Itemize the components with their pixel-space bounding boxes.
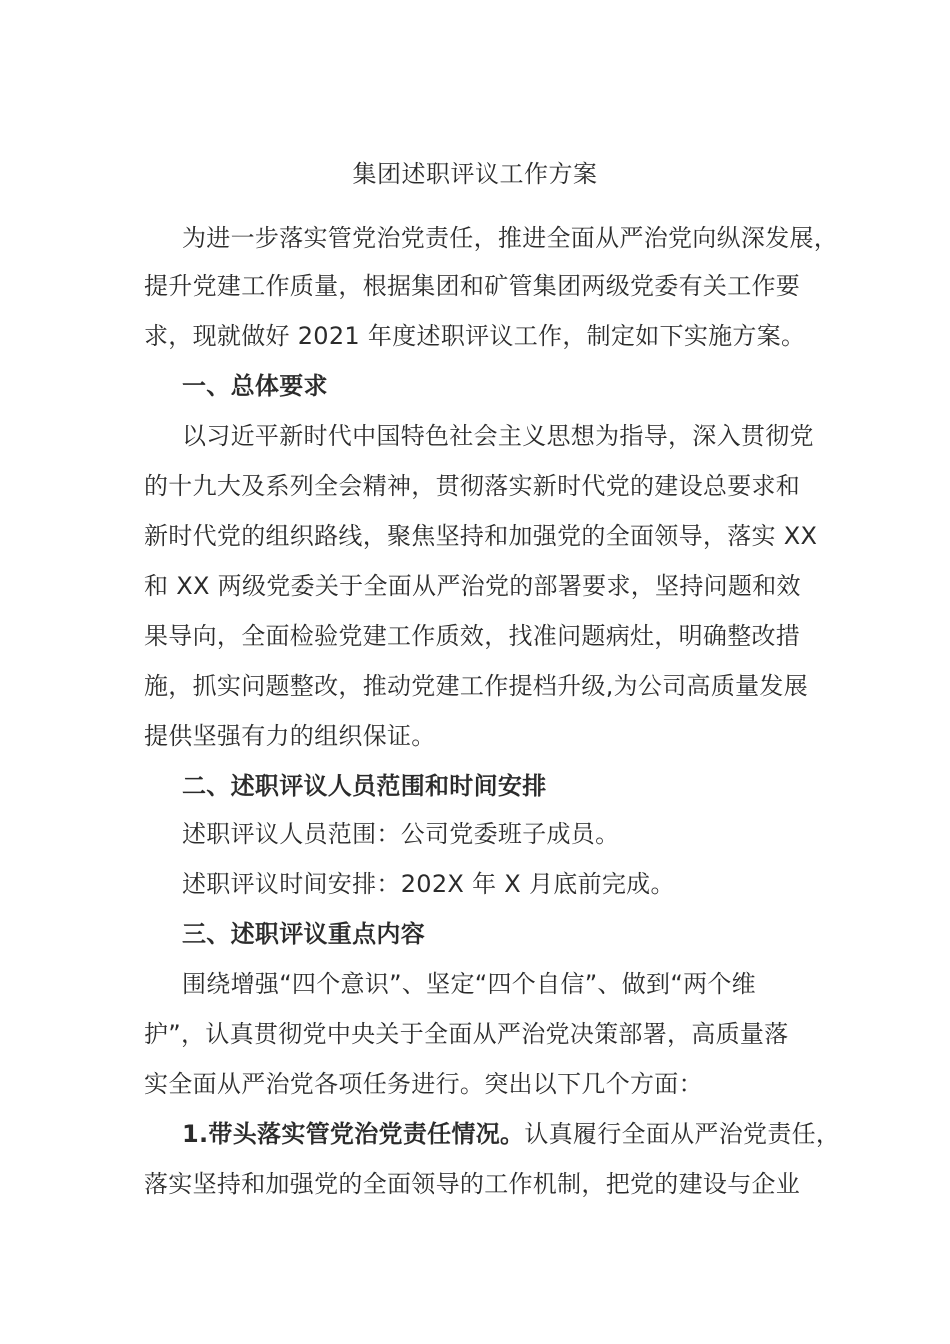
document-title: 集团述职评议工作方案 (352, 160, 598, 188)
section1-line-3: 新时代党的组织路线，聚焦坚持和加强党的全面领导，落实 XX (144, 522, 818, 550)
section3-line-2: 护”，认真贯彻党中央关于全面从严治党决策部署，高质量落 (144, 1020, 789, 1048)
item1-rest: 认真履行全面从严治党责任， (524, 1120, 841, 1148)
section1-line-7: 提供坚强有力的组织保证。 (144, 722, 436, 750)
section1-line-5: 果导向，全面检验党建工作质效，找准问题病灶，明确整改措 (144, 622, 801, 650)
section2-heading: 二、述职评议人员范围和时间安排 (182, 772, 547, 800)
section1-heading: 一、总体要求 (182, 372, 328, 400)
section1-line-1: 以习近平新时代中国特色社会主义思想为指导，深入贯彻党 (182, 422, 814, 450)
item1-line-2: 落实坚持和加强党的全面领导的工作机制，把党的建设与企业 (144, 1170, 801, 1198)
section3-line-3: 实全面从严治党各项任务进行。突出以下几个方面： (144, 1070, 703, 1098)
section3-line-1: 围绕增强“四个意识”、坚定“四个自信”、做到“两个维 (182, 970, 756, 998)
section3-heading: 三、述职评议重点内容 (182, 920, 425, 948)
section2-line-2: 述职评议时间安排：202X 年 X 月底前完成。 (182, 870, 675, 898)
item1-bold-lead: 1.带头落实管党治党责任情况。 (182, 1120, 525, 1148)
section1-line-6: 施，抓实问题整改，推动党建工作提档升级,为公司高质量发展 (144, 672, 809, 700)
section1-line-4: 和 XX 两级党委关于全面从严治党的部署要求，坚持问题和效 (144, 572, 801, 600)
section2-line-1: 述职评议人员范围：公司党委班子成员。 (182, 820, 620, 848)
item1-line-1 (182, 1116, 840, 1152)
intro-line-3: 求，现就做好 2021 年度述职评议工作，制定如下实施方案。 (144, 322, 806, 350)
intro-line-2: 提升党建工作质量，根据集团和矿管集团两级党委有关工作要 (144, 272, 801, 300)
intro-line-1: 为进一步落实管党治党责任，推进全面从严治党向纵深发展， (182, 224, 839, 252)
section1-line-2: 的十九大及系列全会精神，贯彻落实新时代党的建设总要求和 (144, 472, 801, 500)
